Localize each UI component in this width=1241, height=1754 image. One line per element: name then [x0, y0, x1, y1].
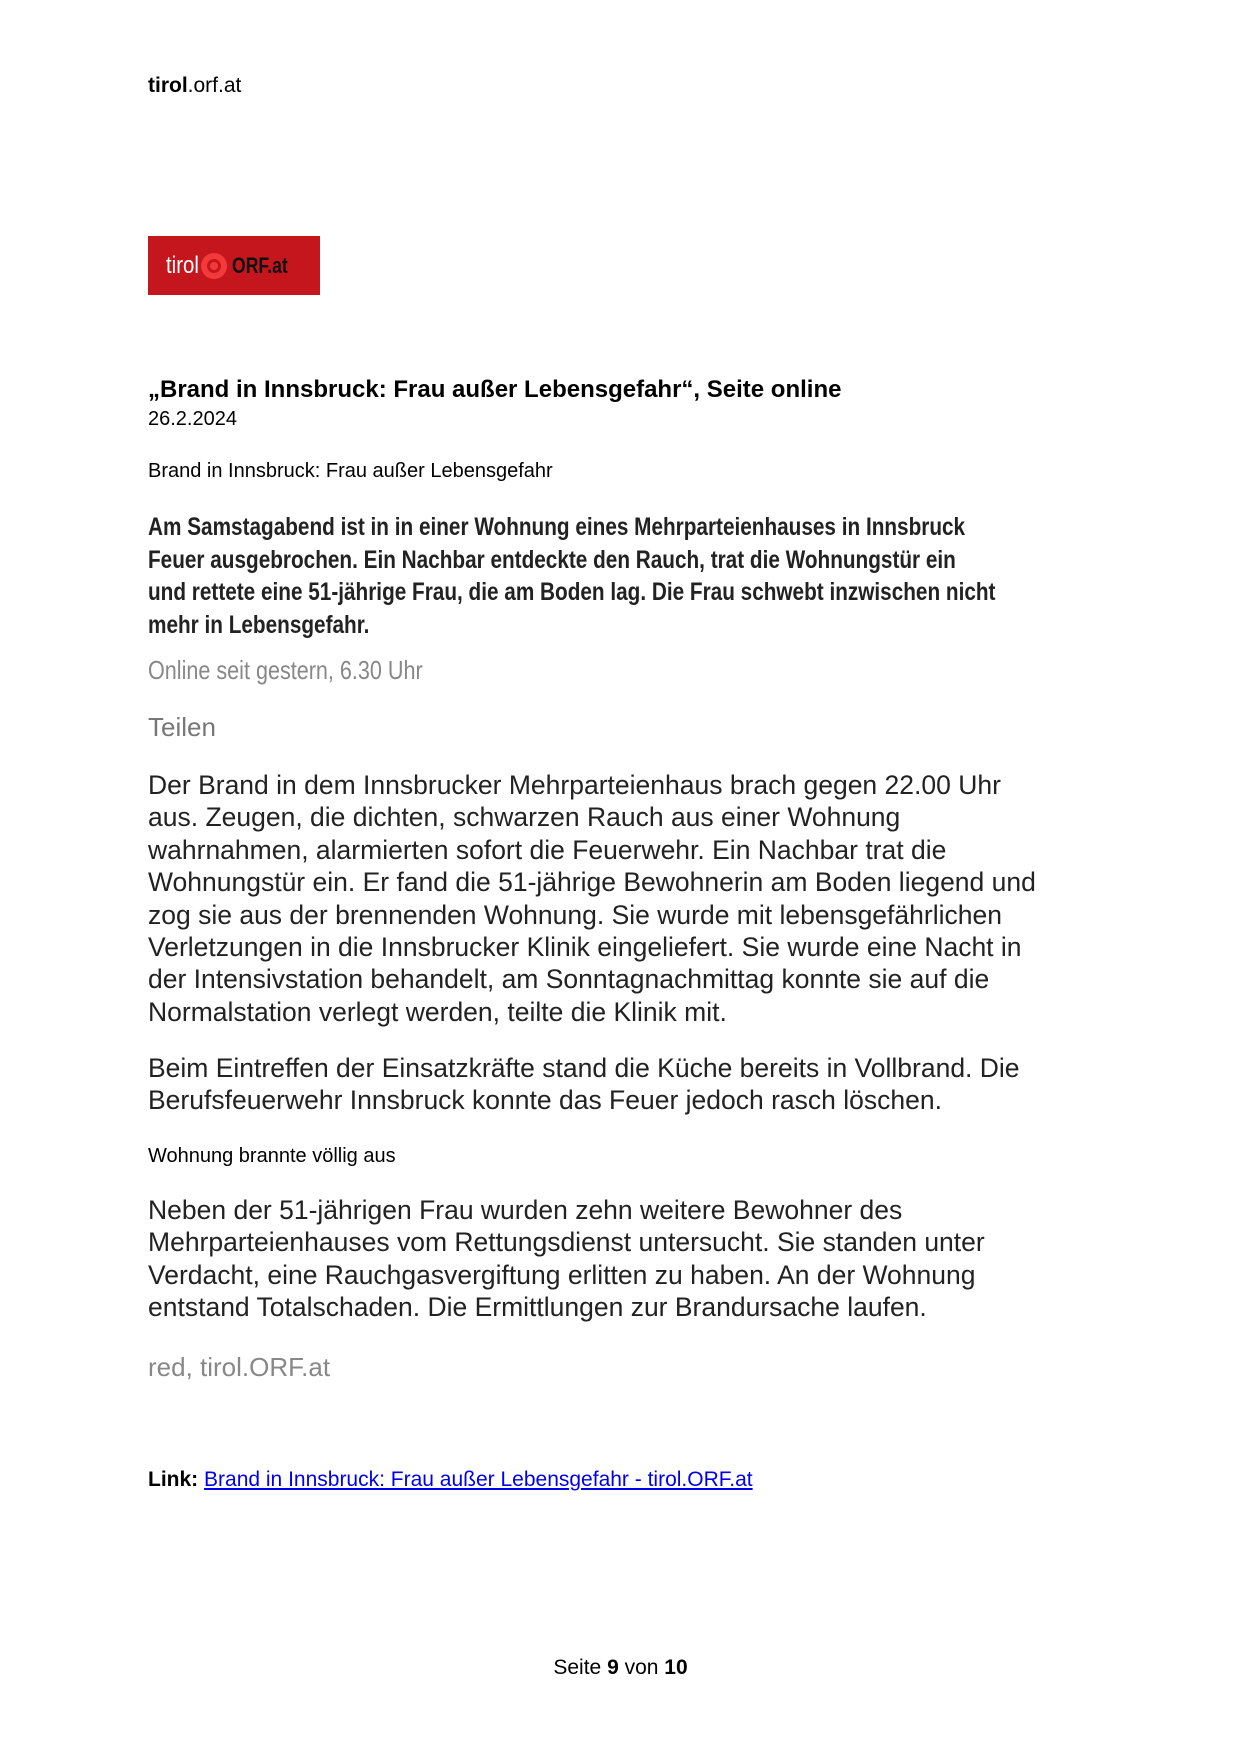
page-number: Seite 9 von 10	[553, 1656, 688, 1679]
credit: red, tirol.ORF.at	[148, 1352, 331, 1382]
orf-logo: tirol ORF.at	[148, 236, 320, 295]
share-button[interactable]: Teilen	[148, 712, 216, 742]
site-name: tirol.orf.at	[148, 74, 242, 97]
article-subtitle: Brand in Innsbruck: Frau außer Lebensgefahr	[148, 460, 553, 482]
online-since: Online seit gestern, 6.30 Uhr	[148, 655, 423, 685]
orf-ring-icon	[201, 253, 227, 279]
page-title: „Brand in Innsbruck: Frau außer Lebensgefahr“, Seite online	[148, 376, 842, 403]
date: 26.2.2024	[148, 408, 237, 430]
subheading: Wohnung brannte völlig aus	[148, 1145, 396, 1167]
lead-paragraph: Am Samstagabend ist in in einer Wohnung eines Mehrparteienhauses in Innsbruck Feuer ausgebrochen. Ein Nachbar entdeckte den Rauch, trat die Wohnungstür ein und rettete eine 51-jährige Frau, die am Boden lag. Die Frau schwebt inzwischen nicht mehr in Lebensgefahr.	[148, 513, 996, 639]
source-link[interactable]: Brand in Innsbruck: Frau außer Lebensgefahr - tirol.ORF.at	[204, 1468, 753, 1491]
source-link-row: Link: Brand in Innsbruck: Frau außer Lebensgefahr - tirol.ORF.at	[148, 1468, 753, 1491]
body-paragraph: Beim Eintreffen der Einsatzkräfte stand die Küche bereits in Vollbrand. Die Berufsfeuerwehr Innsbruck konnte das Feuer jedoch rasch löschen.	[148, 1053, 1020, 1116]
body-paragraph: Neben der 51-jährigen Frau wurden zehn weitere Bewohner des Mehrparteienhauses vom Rettungsdienst untersucht. Sie standen unter Verdacht, eine Rauchgasvergiftung erlitten zu haben. An der Wohnung entstand Totalschaden. Die Ermittlungen zur Brandursache laufen.	[148, 1195, 985, 1323]
body-paragraph: Der Brand in dem Innsbrucker Mehrparteienhaus brach gegen 22.00 Uhr aus. Zeugen, die dichten, schwarzen Rauch aus einer Wohnung wahrnahmen, alarmierten sofort die Feuerwehr. Ein Nachbar trat die Wohnungstür ein. Er fand die 51-jährige Bewohnerin am Boden liegend und zog sie aus der brennenden Wohnung. Sie wurde mit lebensgefährlichen Verletzungen in die Innsbrucker Klinik eingeliefert. Sie wurde eine Nacht in der Intensivstation behandelt, am Sonntagnachmittag konnte sie auf die Normalstation verlegt werden, teilte die Klinik mit.	[148, 770, 1036, 1027]
